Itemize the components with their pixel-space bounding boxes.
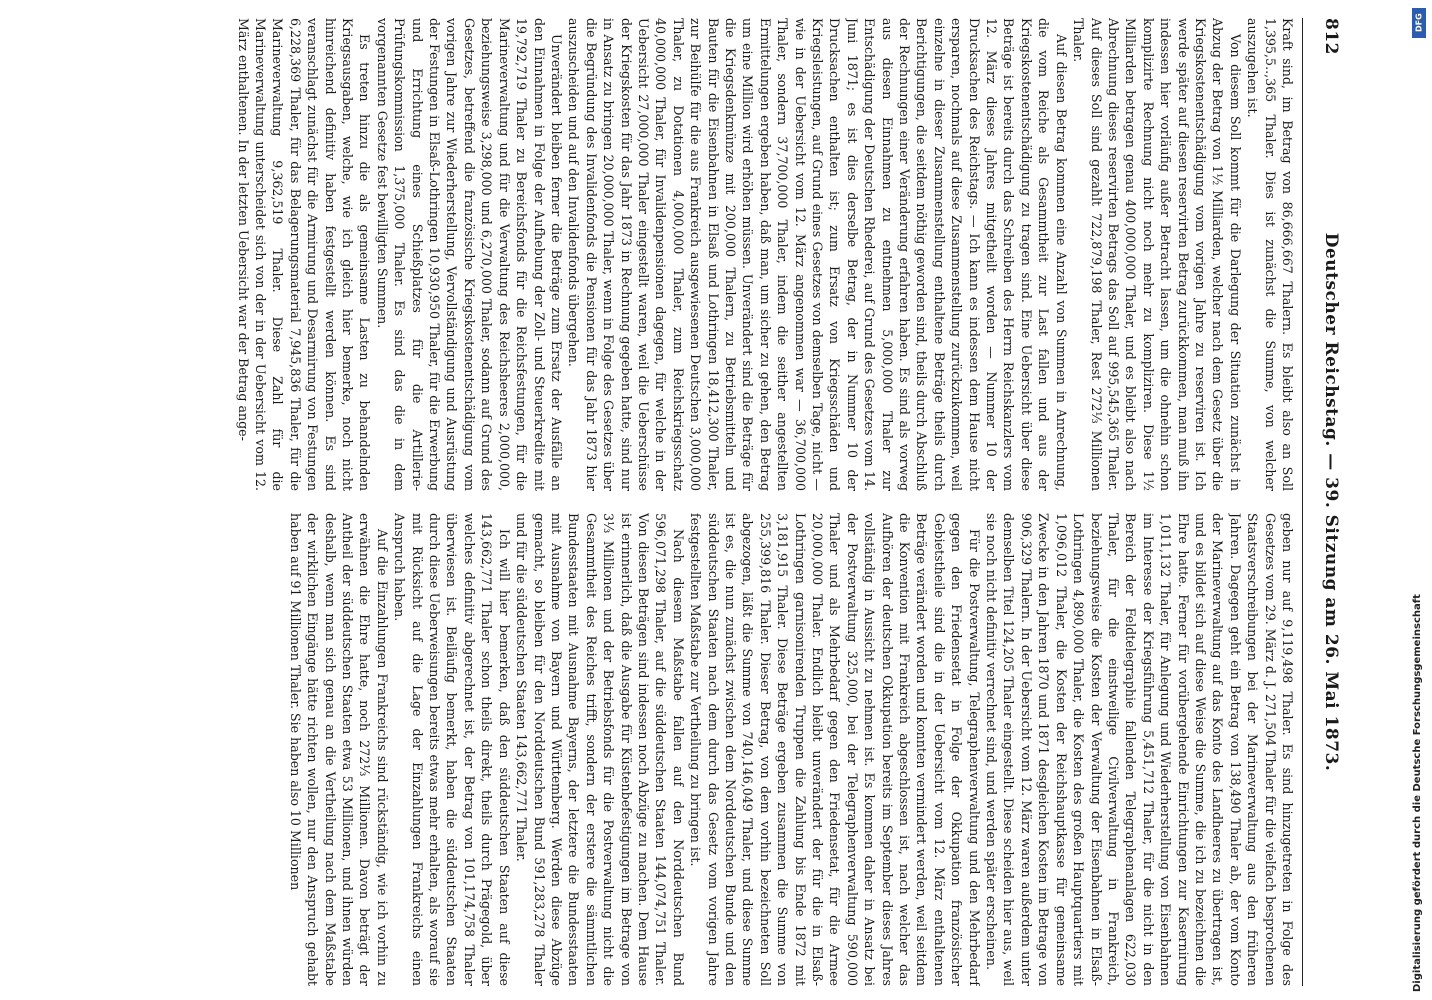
paragraph: Ich will hier bemerken, daß den süddeutschen Staaten auf diese 143,662,771 Thaler schon theils direkt, theils durch Prägegold, über welches definitiv abgerechnet ist, der Betrag von 101,174,758 Thaler überwiesen ist. Beiläufig bemerkt, haben die süddeutschen Staaten durch diese Ueberweisungen bereits etwas mehr erhalten, als worauf sie mit Rücksicht auf die Lage der Einzahlungen Frankreichs einen Anspruch haben.: [392, 513, 512, 986]
paragraph: Auf diesen Betrag kommen eine Anzahl von Summen in Anrechnung, die vom Reiche als Gesammtheit zur Last fallen und aus der Kriegskostenentschädigung zu tragen sind. Eine Uebersicht über diese Beträge ist bereits durch das Schreiben des Herrn Reichskanzlers vom 12. März dieses Jahres mitgetheilt worden — Nummer 10 der Drucksachen des Reichstags. — Ich kann es indessen dem Hause nicht ersparen, nochmals auf diese Zusammenstellung zurückzukommen, weil einzelne in dieser Zusammenstellung enthaltene Beträge theils durch Berichtigungen, die seitdem nöthig geworden sind, theils durch Abschluß der Rechnungen einer Veränderung erfahren haben. Es sind als vorweg aus diesen Einnahmen zu entnehmen 5,000,000 Thaler zur Entschädigung der Deutschen Rhederei, auf Grund des Gesetzes vom 14. Juni 1871; es ist dies derselbe Betrag, der in Nummer 10 der Drucksachen enthalten ist; zum Ersatz von Kriegsschäden und Kriegsleistungen, auf Grund eines Gesetzes von demselben Tage, nicht — wie in der Uebersicht vom 12. März angenommen war — 36,700,000 Thaler, sondern 37,700,000 Thaler, indem die seither angestellten Ermittelungen ergeben haben, daß man, um sicher zu gehen, den Betrag um eine Million wird erhöhen müssen. Unverändert sind die Beträge für die Kriegsdenkmünze mit 200,000 Thalern, zu Betriebsmitteln und Bauten für die Eisenbahnen in Elsaß und Lothringen 18,412,300 Thaler, zur Beihülfe für die aus Frankreich ausgewiesenen Deutschen 3,000,000 Thaler, zu Dotationen 4,000,000 Thaler, zum Reichskriegsschatz 40,000,000 Thaler, für Invalidenpensionen dagegen, für welche in der Uebersicht 27,000,000 Thaler eingestellt waren, weil die Ueberschüsse der Kriegskosten für das Jahr 1873 in Rechnung gegeben hatte, sind nur in Ansatz zu bringen 20,000,000 Thaler, wenn in Folge des Gesetzes über die Begründung des Invalidenfonds die Pensionen für das Jahr 1873 hier auszuscheiden und auf den Invalidenfonds übergehen.: [566, 18, 1069, 491]
column-right: [66, 513, 1296, 986]
paragraph: Von diesem Soll kommt für die Darlegung der Situation zunächst in Abzug der Betrag von 1½ Milliarden, welcher nach dem Gesetz über die Kriegskostenentschädigung vom vorigen Jahre zu reserviren ist. Ich werde später auf diesen reservirten Betrag zurückkommen, man muß ihn indessen hier vorläufig außer Betracht lassen, um die ohnehin schon komplizirte Rechnung nicht noch mehr zu kompliziren. Diese 1½ Milliarden betragen genau 400,000,000 Thaler, und es bleibt also nach Abrechnung dieses reservirten Betrags das Soll auf 995,545,365 Thaler. Auf dieses Soll sind gezahlt 722,879,198 Thaler, Rest 272⅓ Millionen Thaler.: [1071, 18, 1243, 491]
page-header: [1302, 18, 1341, 986]
paragraph: Auf die Einzahlungen Frankreichs sind rückständig, wie ich vorhin zu erwähnen die Ehre hatte, noch 272⅓ Millionen. Davon beträgt der Antheil der süddeutschen Staaten etwa 53 Millionen, und ihnen würden deshalb, wenn man sich genau an die Vertheilung nach dem Maßstabe der wirklichen Eingänge hätte richten wollen, nur den Anspruch gehabt haben auf 91 Millionen Thaler. Sie haben also 10 Millionen: [287, 513, 390, 986]
column-left: [66, 18, 1296, 491]
paragraph: geben nur auf 9,119,498 Thaler. Es sind hinzugetreten in Folge des Gesetzes vom 29. März d. J. 271,504 Thaler für die vielfach besprochenen Staatsverschreibungen bei der Marineverwaltung aus den früheren Jahren. Dagegen geht ein Betrag von 138,490 Thaler ab, der vom Konto der Marineverwaltung auf das Konto des Landheeres zu übertragen ist, und es bildet sich auf diese Weise die Summe, die ich zu bezeichnen die Ehre hatte. Ferner für vorübergehende Einrichtungen zur Kasernirung 1,011,132 Thaler, für Anlegung und Wiederherstellung von Eisenbahnen im Interesse der Kriegsführung 5,451,712 Thaler, für die nicht in den Bereich der Feldtelegraphie fallenden Telegraphenanlagen 622,030 Thaler, für die einstweilige Civilverwaltung in Frankreich, beziehungsweise die Kosten der Verwaltung der Eisenbahnen in Elsaß-Lothringen 4,890,000 Thaler, die Kosten des großen Hauptquartiers mit 1,096,012 Thaler, die Kosten der Reichshauptkasse für gemeinsame Zwecke in den Jahren 1870 und 1871 desgleichen Kosten im Betrage von 906,329 Thalern. In der Uebersicht vom 12. März waren außerdem unter demselben Titel 124,205 Thaler eingestellt. Diese scheiden hier aus, weil sie noch nicht definitiv verrechnet sind, und werden später erscheinen.: [984, 513, 1295, 986]
digitization-note-text: Digitalisierung gefördert durch die Deutsche Forschungsgemeinschaft: [1412, 594, 1423, 992]
page-number: 812: [1321, 18, 1341, 55]
paragraph: Unverändert bleiben ferner die Beträge zum Ersatz der Ausfälle an den Einnahmen in Folge der Aufhebung der Zoll- und Steuerkredite mit 19,792,719 Thaler zu Bereichsfonds für die Reichsfestungen, für die Marineverwaltung und für die Verwaltung des Reichsheeres 2,000,000, beziehungsweise 3,298,000 und 6,270,000 Thaler, sodann auf Grund des Gesetzes, betreffend die französische Kriegskostenentschädigung vom vorigen Jahre zur Wiederherstellung, Vervollständigung und Ausrüstung der Festungen in Elsaß-Lothringen 10,930,950 Thaler, für die Erwerbung und Errichtung eines Schießplatzes für die Artillerie-Prüfungskommission 1,375,000 Thaler. Es sind das die in dem vorgenannten Gesetze fest bewilligten Summen.: [374, 18, 564, 491]
paragraph: Kraft sind, im Betrag von 86,666,667 Thalern. Es bleibt also an Soll 1,395,5..,365 Thaler. Dies ist zunächst die Summe, von welcher auszugehen ist.: [1245, 18, 1295, 491]
dfg-logo: DFG: [1412, 8, 1426, 38]
rotated-page: [67, 0, 1357, 1000]
paragraph: Es treten hinzu die als gemeinsame Lasten zu behandelnden Kriegsausgaben, welche, wie ich gleich hier bemerke, noch nicht hinreichend definitiv haben festgestellt werden können. Es sind veranschlagt zunächst für die Armirung und Desarmirung von Festungen 6,228,369 Thaler, für das Belagerungsmaterial 7,945,836 Thaler, für die Marineverwaltung 9,362,519 Thaler. Diese Zahl für die Marineverwaltung unterscheidet sich von der in der Uebersicht vom 12. März enthaltenen. In der letzten Uebersicht war der Betrag ange-: [235, 18, 373, 491]
paragraph: Für die Postverwaltung, Telegraphenverwaltung und den Mehrbedarf gegen den Friedensetat in Folge der Okkupation französischer Gebietstheile sind die in der Uebersicht vom 12. März enthaltenen Beträge verändert worden und konnten vermindert werden, weil seitdem die Konvention mit Frankreich abgeschlossen ist, nach welcher das Aufhören der deutschen Okkupation bereits im September dieses Jahres vollständig in Aussicht zu nehmen ist. Es kommen daher in Ansatz bei der Postverwaltung 325,000, bei der Telegraphenverwaltung 590,000 Thaler und als Mehrbedarf gegen den Friedensetat, für die Armee 20,000,000 Thaler. Endlich bleibt unverändert der für die in Elsaß-Lothringen garnisonirenden Truppen die Zahlung bis Ende 1872 mit 3,181,915 Thaler. Diese Beträge ergeben zusammen die Summe von 255,399,816 Thaler. Dieser Betrag, von dem vorhin bezeichneten Soll abgezogen, läßt die Summe von 740,146,049 Thaler, und diese Summe ist es, die nun zunächst zwischen dem Norddeutschen Bunde und den süddeutschen Staaten nach dem durch das Gesetz vom vorigen Jahre festgestellten Maßstabe zur Vertheilung zu bringen ist.: [688, 513, 982, 986]
text-columns: [66, 18, 1302, 986]
digitization-note: [1412, 8, 1428, 992]
paragraph: Nach diesem Maßstabe fallen auf den Norddeutschen Bund 596,071,298 Thaler, auf die süddeutschen Staaten 144,074,751 Thaler. Von diesen Beträgen sind indessen noch Abzüge zu machen. Dem Hause ist erinnerlich, daß die Ausgabe für Küstenbefestigungen im Betrage von 3⅓ Millionen und der Betriebsfonds für die Postverwaltung nicht die Gesammtheit des Reiches trifft, sondern der erstere die sämmtlichen Bundesstaaten mit Ausnahme Bayerns, der letztere die Bundesstaaten mit Ausnahme von Bayern und Württemberg. Werden diese Abzüge gemacht, so bleiben für den Norddeutschen Bund 591,283,278 Thaler und für die süddeutschen Staaten 143,662,771 Thaler.: [514, 513, 686, 986]
running-title: Deutscher Reichstag. — 39. Sitzung am 26. Mai 1873.: [1321, 232, 1341, 772]
